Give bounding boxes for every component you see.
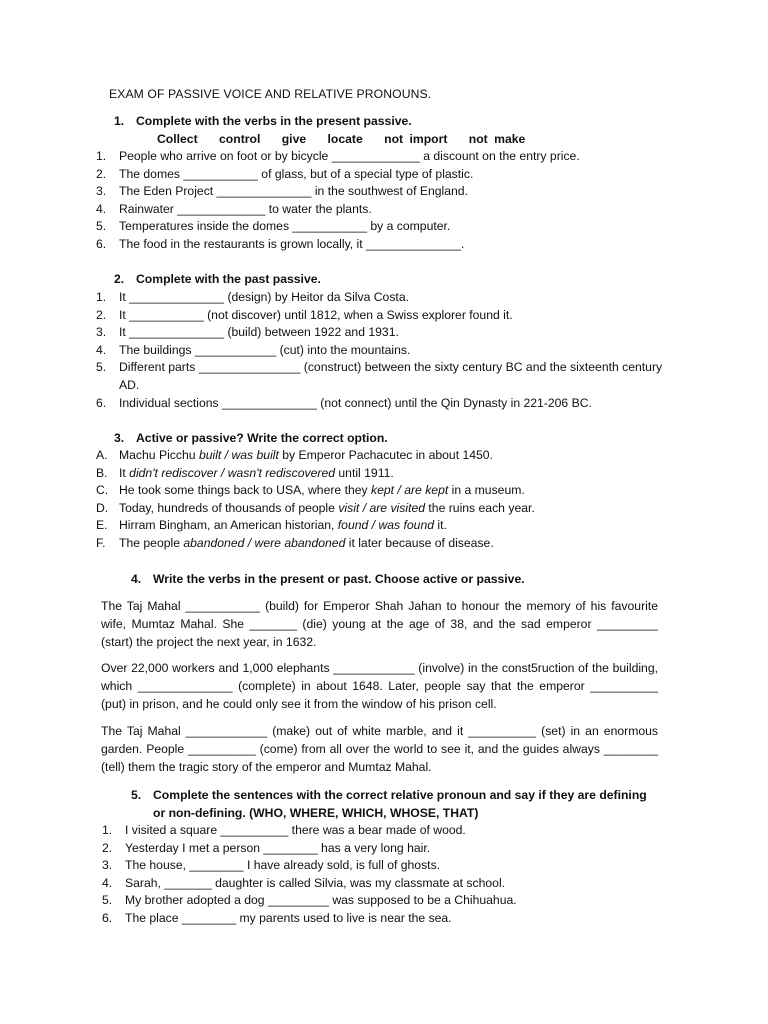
option-choice: found / was found [337,518,435,533]
item-marker: F. [96,535,106,550]
option-choice: didn't rediscover / wasn't rediscovered [129,465,336,480]
word-bank-item: control [219,132,261,146]
item-marker: D. [96,500,109,515]
word-bank-item: give [281,132,307,146]
list-item [96,218,676,236]
list-item [96,201,676,219]
item-text-before: It [119,465,130,480]
item-text: Yesterday I met a person ________ has a very long hair. [125,840,431,855]
item-marker: C. [96,483,109,498]
list-item [96,236,676,254]
word-bank-item: not import [384,132,448,146]
item-marker: B. [96,465,108,480]
item-marker: 3. [96,184,107,199]
item-text-before: Hirram Bingham, an American historian, [119,518,338,533]
section-1-heading [114,113,412,131]
item-marker: 5. [102,893,113,908]
list-item [102,857,682,875]
section-heading-text: Complete with the verbs in the present passive. [136,114,412,128]
list-item [96,447,676,465]
item-text-before: Today, hundreds of thousands of people [119,500,339,515]
item-marker: 6. [96,236,107,251]
section-number: 3. [114,431,125,445]
item-text: The house, ________ I have already sold, is full of ghosts. [125,858,441,873]
item-text-after: the ruins each year. [425,500,535,515]
item-marker: 4. [96,201,107,216]
list-item [102,840,682,858]
item-marker: 5. [96,360,107,375]
section-4-heading [131,571,525,589]
item-text: People who arrive on foot or by bicycle _____________ a discount on the entry price. [119,149,580,163]
item-marker: 3. [102,858,113,873]
item-text: The food in the restaurants is grown locally, it ______________. [119,236,465,251]
section-1-list [96,148,676,254]
section-5-list [102,822,682,928]
list-item [96,482,676,500]
option-choice: built / was built [198,448,279,462]
section-heading-text: Active or passive? Write the correct option. [136,431,388,445]
section-2-heading [114,271,321,289]
word-bank-item: locate [327,132,363,146]
item-text-after: in a museum. [448,483,525,498]
item-text-after: it. [434,518,447,533]
section-number: 1. [114,114,125,128]
item-marker: 2. [102,840,113,855]
item-marker: 2. [96,307,107,322]
list-item [96,307,676,325]
item-text: It ______________ (design) by Heitor da Silva Costa. [119,290,409,304]
paragraph-1: The Taj Mahal ___________ (build) for Emperor Shah Jahan to honour the memory of his favourite wife, Mumtaz Mahal. She _______ (die) young at the age of 38, and the sad emperor _________ (start) the project the next year, in 1632. [101,599,658,649]
item-text-before: Machu Picchu [119,448,199,462]
list-item [96,517,676,535]
list-item [102,875,682,893]
item-text: The domes ___________ of glass, but of a special type of plastic. [119,166,474,181]
section-number: 5. [131,788,142,802]
list-item [102,892,682,910]
paragraph-3: The Taj Mahal ____________ (make) out of white marble, and it __________ (set) in an enormous garden. People __________ (come) from all over the world to see it, and the guides always ________ (tell) them the tragic story of the emperor and Mumtaz Mahal. [101,724,658,774]
list-item [96,500,676,518]
list-item [96,395,676,413]
list-item [96,324,676,342]
list-item [96,183,676,201]
list-item [102,910,682,928]
section-heading-text: Complete the sentences with the correct relative pronoun and say if they are defining [153,788,647,802]
item-text: It ___________ (not discover) until 1812, when a Swiss explorer found it. [119,307,513,322]
item-marker: 6. [102,910,113,925]
item-text-after: it later because of disease. [345,535,494,550]
section-2-list [96,289,676,412]
paragraph-2: Over 22,000 workers and 1,000 elephants ____________ (involve) in the const5ruction of the building, which ______________ (complete) in about 1648. Later, people say that the emperor __________ (put) in prison, and he could only see it from the window of his prison cell. [101,661,658,711]
item-marker: 5. [96,219,107,234]
item-text: Individual sections ______________ (not connect) until the Qin Dynasty in 221-206 BC. [119,395,592,410]
word-bank-item: Collect [157,132,198,146]
section-heading-text: Complete with the past passive. [136,272,321,286]
item-marker: 2. [96,166,107,181]
item-text-after: by Emperor Pachacutec in about 1450. [278,448,493,462]
item-marker: 4. [96,342,107,357]
item-text: It ______________ (build) between 1922 and 1931. [119,325,399,340]
item-text: Sarah, _______ daughter is called Silvia, was my classmate at school. [125,875,506,890]
item-marker: 1. [102,823,113,837]
list-item [96,535,676,553]
option-choice: abandoned / were abandoned [183,535,346,550]
section-number: 4. [131,572,142,586]
item-marker: 1. [96,149,107,163]
section-3-heading [114,430,388,448]
section-5-heading [131,787,671,822]
section-number: 2. [114,272,125,286]
item-text: My brother adopted a dog _________ was supposed to be a Chihuahua. [125,893,517,908]
item-marker: 3. [96,325,107,340]
item-text: The buildings ____________ (cut) into the mountains. [119,342,411,357]
list-item [96,289,676,307]
item-text-after: until 1911. [335,465,394,480]
word-bank [157,131,540,149]
item-marker: 6. [96,395,107,410]
item-marker: 4. [102,875,113,890]
option-choice: kept / are kept [371,483,449,498]
list-item [96,148,676,166]
item-text: I visited a square __________ there was a bear made of wood. [125,823,466,837]
item-marker: 1. [96,290,107,304]
word-bank-item: not make [468,132,526,146]
list-item [96,465,676,483]
item-text: The place ________ my parents used to live is near the sea. [125,910,452,925]
item-text: Rainwater _____________ to water the plants. [119,201,372,216]
option-choice: visit / are visited [338,500,426,515]
page-title: EXAM OF PASSIVE VOICE AND RELATIVE PRONOUNS. [109,87,432,101]
item-text-before: He took some things back to USA, where they [119,483,371,498]
item-text: Temperatures inside the domes ___________ by a computer. [119,219,451,234]
section-heading-text: Write the verbs in the present or past. Choose active or passive. [153,572,525,586]
list-item [96,359,676,394]
item-text: The Eden Project ______________ in the southwest of England. [119,184,468,199]
list-item [102,822,682,840]
list-item [96,166,676,184]
item-text: Different parts _______________ (construct) between the sixty century BC and the sixteenth century AD. [119,360,663,392]
item-marker: A. [96,448,108,462]
item-marker: E. [96,518,108,533]
item-text-before: The people [119,535,184,550]
section-3-list [96,447,676,553]
list-item [96,342,676,360]
section-heading-text-2: or non-defining. (WHO, WHERE, WHICH, WHOSE, THAT) [153,805,479,820]
